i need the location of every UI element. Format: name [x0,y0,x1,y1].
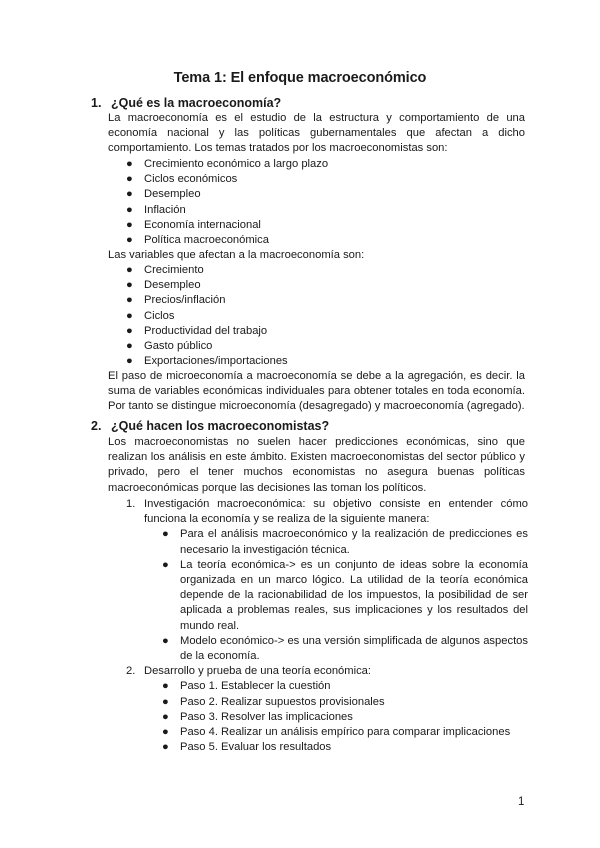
list-item: ● Política macroeconómica [126,234,269,247]
ordered-item-1: 1. Investigación macroeconómica: su objetivo consiste en entender cómo funciona la economía y se realiza de la siguiente manera: ● Para el análisis macroeconómico y la realización de predicciones es necesario la investigación técnica. ● La teoría económica-> es un conjunto de ideas sobre la economía organizada en un marco lógico. La utilidad de la teoría económica depende de la racionabilidad de los impuestos, la posibilidad de ser aplicada a problemas reales, sus implicaciones y los resultados del mundo real. ● Modelo económico-> es una versión simplificada de algunos aspectos de la economía. [108,497,528,664]
section-1-intro: La macroeconomía es el estudio de la estructura y comportamiento de una economía nacional y las políticas gubernamentales que afectan a dicho comportamiento. Los temas tratados por los macroeconomistas son: [108,112,525,155]
list-item: ● Exportaciones/importaciones [126,355,288,368]
list-item: ● La teoría económica-> es un conjunto de ideas sobre la economía organizada en un marco lógico. La utilidad de la teoría económica depende de la racionabilidad de los impuestos, la posibilidad de ser aplicada a problemas reales, sus implicaciones y los resultados del mundo real. [162,558,528,632]
page-number: 1 [518,796,525,808]
list-item: ● Economía internacional [126,218,261,231]
variables-intro: Las variables que afectan a la macroeconomía son: [108,249,365,261]
ordered-list [108,497,528,755]
list-item: ● Desempleo [126,279,201,292]
sub-list [144,679,528,755]
list-item: ● Paso 1. Establecer la cuestión [162,680,331,693]
topics-list [108,157,328,248]
section-1-closing: El paso de microeconomía a macroeconomía se debe a la agregación, es decir. la suma de variables económicas individuales para obtener totales en toda economía. Por tanto se distingue microeconomía (desagregado) y macroeconomía (agregado). [108,370,525,413]
document-title: Tema 1: El enfoque macroeconómico [173,70,427,86]
list-item: ● Paso 5. Evaluar los resultados [162,741,332,754]
sub-list [144,527,528,664]
list-item: ● Precios/inflación [126,294,226,307]
section-1-title: ¿Qué es la macroeconomía? [111,96,282,110]
list-item: ● Modelo económico-> es una versión simplificada de algunos aspectos de la economía. [162,634,528,663]
list-item: ● Gasto público [126,340,213,353]
list-item: ● Para el análisis macroeconómico y la realización de predicciones es necesario la investigación técnica. [162,528,528,556]
section-2-intro: Los macroeconomistas no suelen hacer predicciones económicas, sino que realizan los análisis en este ámbito. Existen macroeconomistas del sector público y privado, pero el tener muchos economistas no asegura buenas políticas macroeconómicas porque las decisiones las toman los políticos. [108,436,525,494]
ordered-item-text: Investigación macroeconómica: su objetivo consiste en entender cómo funciona la economía y se realiza de la siguiente manera: [144,498,528,526]
list-item: ● Desempleo [126,188,201,201]
variables-list [108,263,288,369]
list-item: ● Productividad del trabajo [126,324,268,337]
section-2-number: 2. [91,419,102,433]
list-item: ● Paso 3. Resolver las implicaciones [162,710,353,723]
section-1-number: 1. [91,96,102,110]
list-item: ● Ciclos económicos [126,173,238,186]
list-item: ● Inflación [126,203,186,216]
list-item: ● Crecimiento económico a largo plazo [126,158,329,170]
list-item: ● Paso 2. Realizar supuestos provisionales [162,695,385,708]
list-item: ● Ciclos [126,309,175,322]
ordered-item-text: Desarrollo y prueba de una teoría económica: [144,665,371,678]
list-item: ● Paso 4. Realizar un análisis empírico para comparar implicaciones [162,726,511,739]
section-2-title: ¿Qué hacen los macroeconomistas? [111,419,330,433]
ordered-item-2: 2. Desarrollo y prueba de una teoría económica: ● Paso 1. Establecer la cuestión ● Paso 2. Realizar supuestos provisionales ● Paso 3. Resolver las implicaciones ● Paso 4. Realizar un análisis empírico para comparar implicaciones ● Paso 5. Evaluar los resultados [108,664,528,755]
list-item: ● Crecimiento [126,264,204,276]
